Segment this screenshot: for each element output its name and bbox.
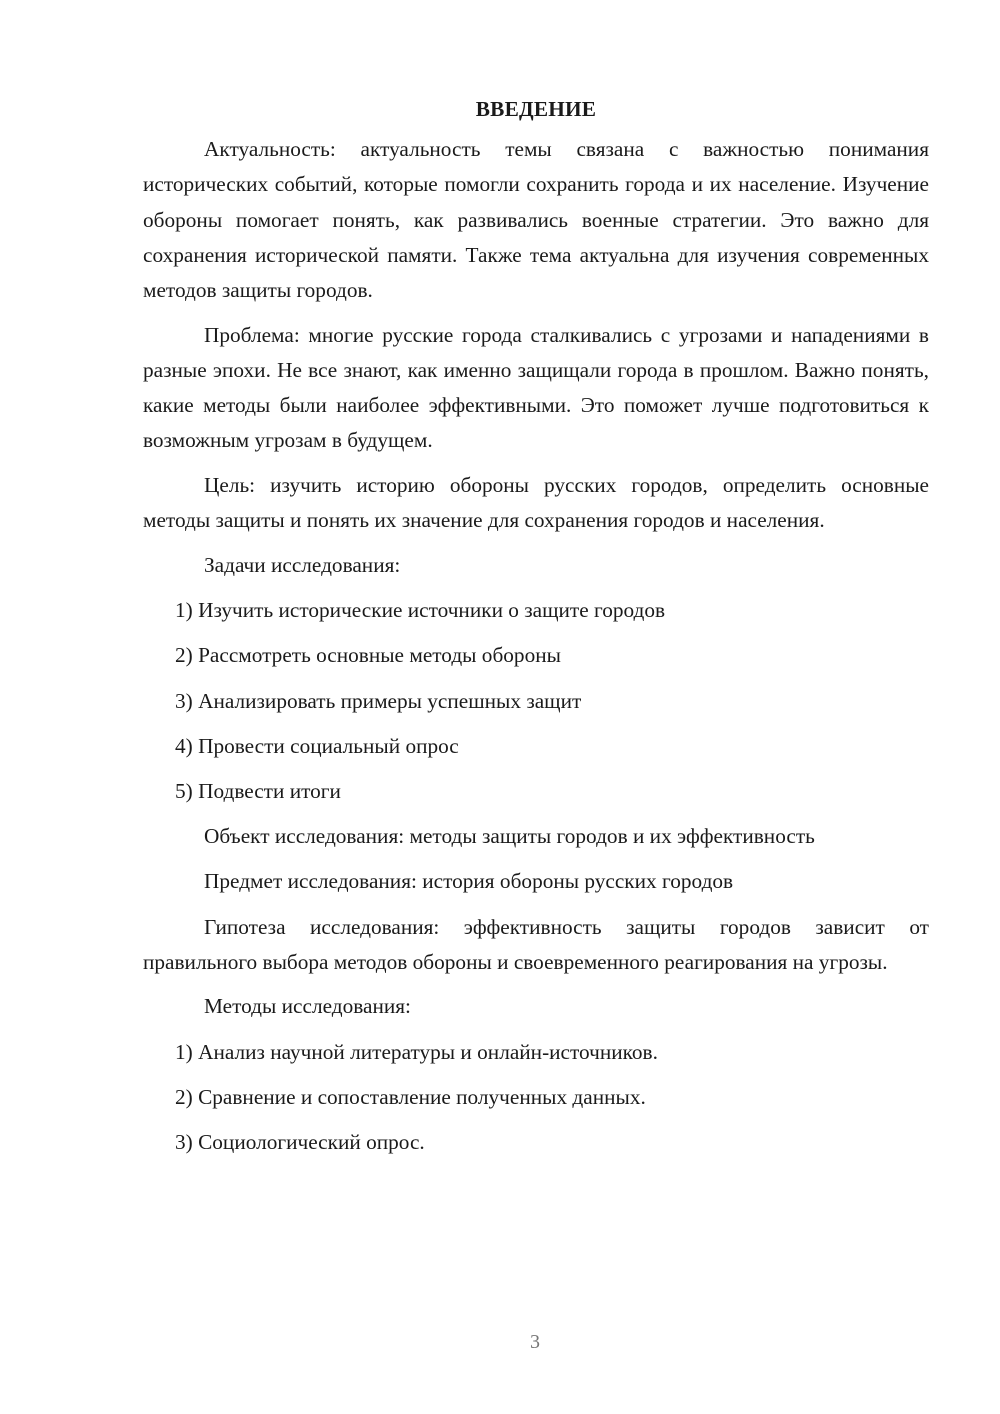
goal-paragraph: Цель: изучить историю обороны русских городов, определить основные методы защиты и понять их значение для сохранения городов и населения. — [143, 473, 929, 533]
object-line: Объект исследования: методы защиты городов и их эффективность — [204, 824, 815, 849]
task-item-1: 1) Изучить исторические источники о защите городов — [175, 598, 666, 623]
tasks-heading: Задачи исследования: — [204, 552, 401, 577]
task-item-5: 5) Подвести итоги — [175, 778, 341, 803]
method-item-2: 2) Сравнение и сопоставление полученных данных. — [175, 1084, 646, 1109]
document-page — [143, 92, 929, 1170]
method-item-3: 3) Социологический опрос. — [175, 1130, 425, 1155]
task-item-2: 2) Рассмотреть основные методы обороны — [175, 643, 561, 668]
subject-line: Предмет исследования: история обороны русских городов — [204, 869, 734, 894]
method-item-1: 1) Анализ научной литературы и онлайн-источников. — [175, 1039, 658, 1064]
page-number: 3 — [530, 1331, 540, 1353]
task-item-3: 3) Анализировать примеры успешных защит — [175, 688, 582, 713]
problem-paragraph: Проблема: многие русские города сталкивались с угрозами и нападениями в разные эпохи. Не все знают, как именно защищали города в прошлом. Важно понять, какие методы были наиболее эффективными. Это поможет лучше подготовиться к возможным угрозам в будущем. — [143, 322, 929, 453]
methods-heading: Методы исследования: — [204, 994, 411, 1019]
hypothesis-paragraph: Гипотеза исследования: эффективность защиты городов зависит от правильного выбора методов обороны и своевременного реагирования на угрозы. — [143, 914, 929, 974]
task-item-4: 4) Провести социальный опрос — [175, 733, 459, 758]
document-title: ВВЕДЕНИЕ — [475, 97, 597, 121]
relevance-paragraph: Актуальность: актуальность темы связана с важностью понимания исторических событий, которые помогли сохранить города и их население. Изучение обороны помогает понять, как развивались военные стратегии. Это важно для сохранения исторической памяти. Также тема актуальна для изучения современных методов защиты городов. — [143, 137, 929, 303]
